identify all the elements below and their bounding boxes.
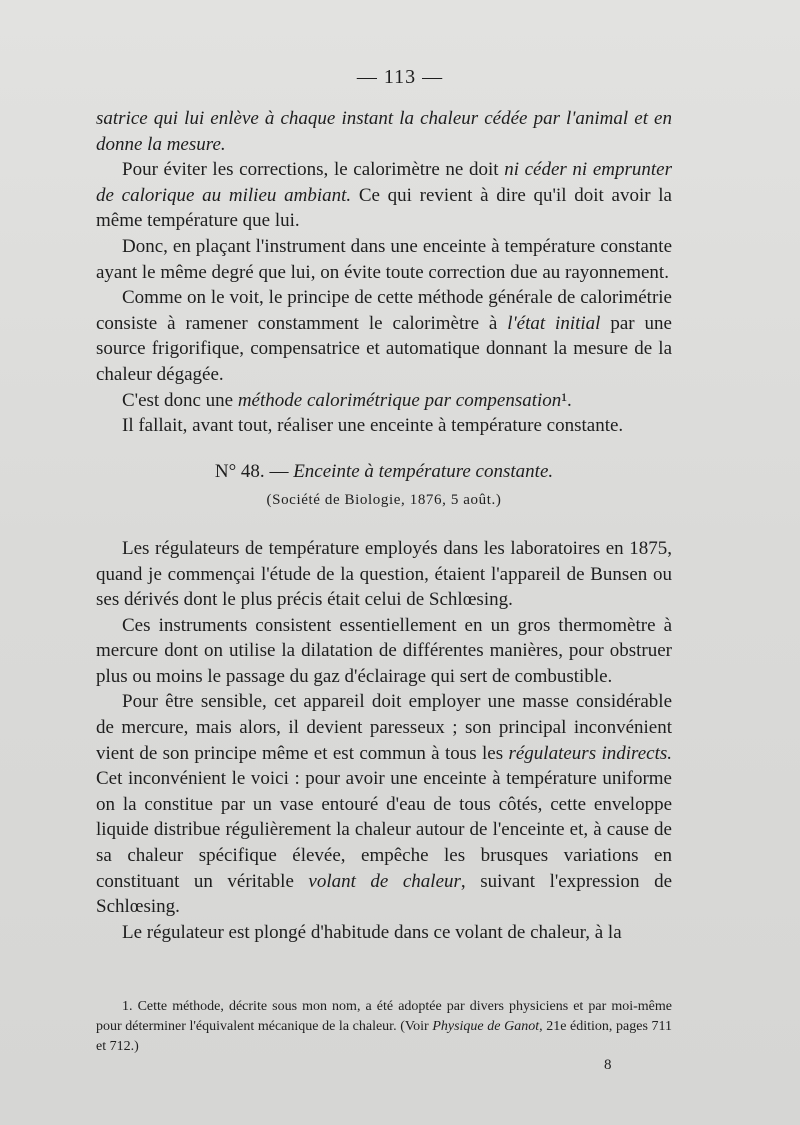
text-span: C'est donc une: [122, 389, 238, 411]
text-span: Le régulateur est plongé d'habitude dans ce volant de chaleur, à la: [122, 921, 622, 943]
paragraph: [96, 920, 672, 946]
paragraph: [96, 157, 672, 234]
page-number: — 113 —: [356, 66, 444, 88]
text-span: Les régulateurs de température employés dans les laboratoires en 1875, quand je commençai l'étude de la question, étaient l'appareil de Bunsen ou ses dérivés dont le plus précis était celui de Schlœsing.: [96, 537, 672, 611]
footnote-text: [96, 997, 672, 1057]
text-span: Comme on le voit, le principe de cette méthode générale de calorimétrie consiste à ramener constamment le calorimètre à: [96, 287, 672, 334]
section-heading: [96, 459, 672, 485]
paragraph: [96, 106, 672, 157]
footnote-ref: ¹.: [561, 389, 572, 411]
body-text: [96, 106, 672, 945]
section-number: N° 48.: [214, 460, 265, 482]
signature-mark: 8: [604, 1057, 612, 1073]
text-span: Pour être sensible, cet appareil doit employer une masse considérable de mercure, mais alors, il devient paresseux ; son principal inconvénient vient de son principe même et est commun à tous les: [96, 691, 672, 764]
text-span: Physique de Ganot: [432, 1019, 540, 1034]
footnote: [96, 997, 672, 1057]
paragraph: [96, 536, 672, 613]
text-span: Ces instruments consistent essentiellement en un gros thermomètre à mercure dont on utilise la dilatation de différentes manières, pour obstruer plus ou moins le passage du gaz d'éclairage qui sert de combustible.: [96, 614, 672, 687]
text-span: méthode calorimétrique par compensation: [237, 389, 562, 411]
paragraph: [96, 388, 672, 414]
text-span: volant de chaleur: [308, 870, 461, 892]
paragraph: [96, 689, 672, 919]
text-span: Ce qui revient à dire qu'il doit avoir la même température que lui.: [96, 184, 672, 232]
text-span: , suivant l'expression de Schlœsing.: [96, 870, 673, 918]
paragraph: [96, 613, 672, 690]
section-citation: (Société de Biologie, 1876, 5 août.): [266, 492, 502, 509]
text-span: Donc, en plaçant l'instrument dans une enceinte à température constante ayant le même degré que lui, on évite toute correction due au rayonnement.: [96, 235, 672, 283]
paragraph: [96, 285, 672, 387]
text-span: ni céder ni emprunter de calorique au milieu ambiant.: [96, 159, 672, 206]
text-span: l'état initial: [507, 312, 601, 334]
text-span: satrice qui lui enlève à chaque instant la chaleur cédée par l'animal et en donne la mesure.: [96, 108, 672, 155]
text-span: , 21e édition, pages 711 et 712.): [96, 1019, 673, 1054]
text-span: 1. Cette méthode, décrite sous mon nom, a été adoptée par divers physiciens et par moi-même pour déterminer l'équivalent mécanique de la chaleur. (Voir: [96, 999, 672, 1034]
text-span: régulateurs indirects.: [508, 742, 672, 764]
text-span: Il fallait, avant tout, réaliser une enceinte à température constante.: [122, 415, 624, 437]
text-span: Cet inconvénient le voici : pour avoir une enceinte à température uniforme on la constitue par un vase entouré d'eau de tous côtés, cette enveloppe liquide distribue régulièrement la chaleur autour de l'enceinte et, à cause de sa chaleur spécifique élevée, empêche les brusques variations en constituant un véritable: [96, 768, 672, 892]
text-span: Pour éviter les corrections, le calorimètre ne doit: [122, 159, 505, 181]
paragraph: [96, 413, 672, 439]
section-title: Enceinte à température constante.: [293, 460, 554, 482]
paragraph: [96, 234, 672, 285]
section-dash: —: [264, 460, 294, 482]
text-span: par une source frigorifique, compensatrice et automatique donnant la mesure de la chaleur dégagée.: [96, 312, 672, 385]
